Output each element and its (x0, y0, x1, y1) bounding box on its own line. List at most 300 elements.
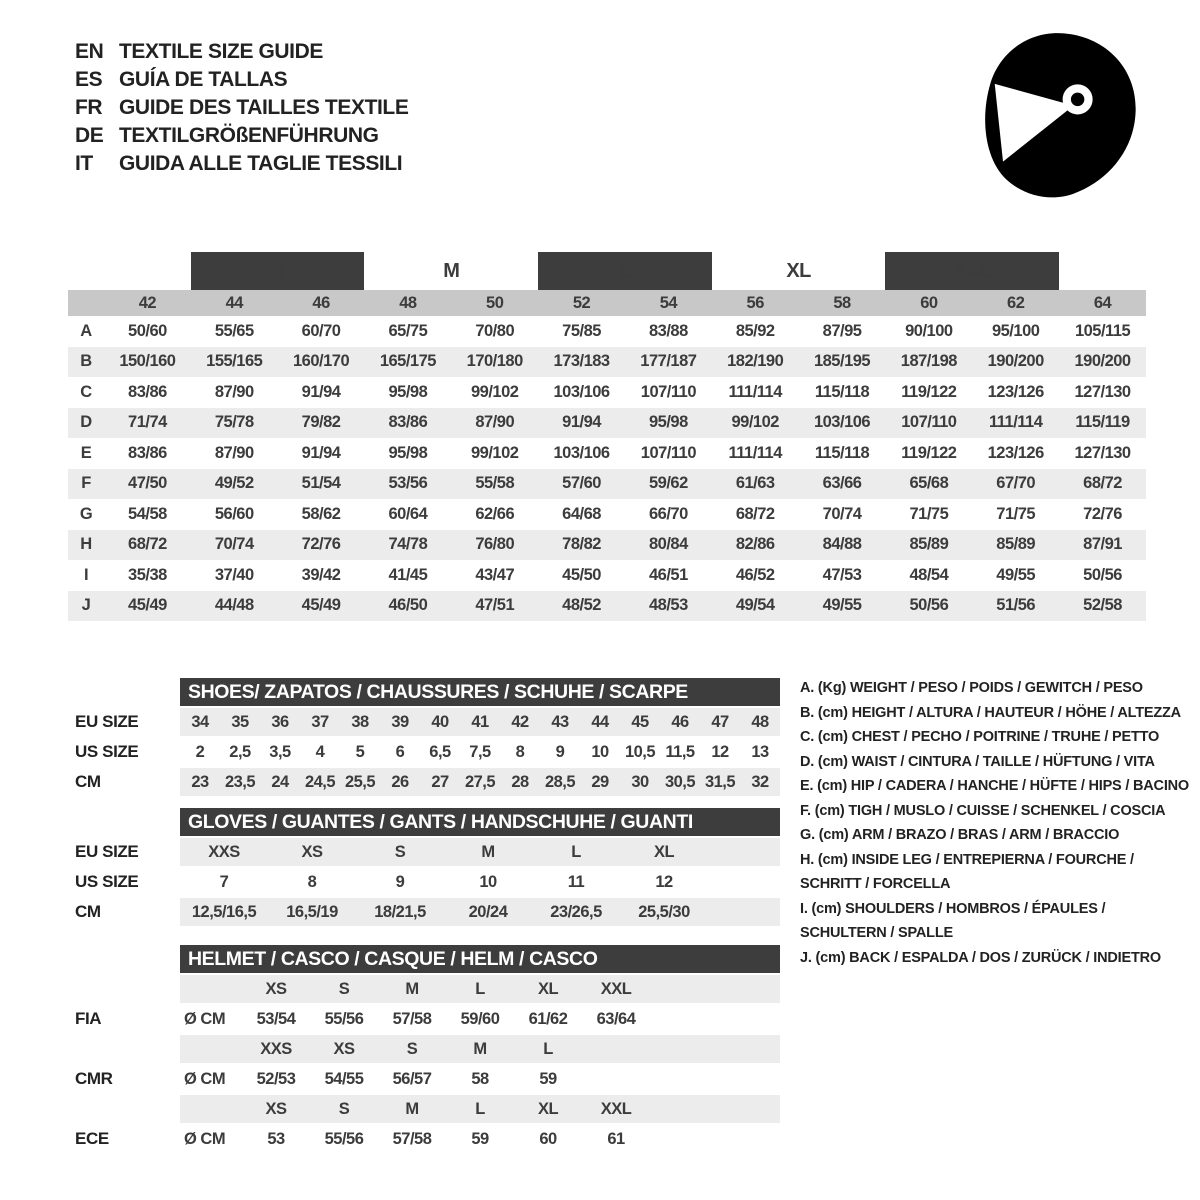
helmet-size-value: 56/57 (392, 1069, 432, 1088)
measurement-value: 35/38 (128, 565, 167, 584)
size-value: 26 (391, 772, 409, 791)
measurement-value: 50/60 (128, 321, 167, 340)
accessory-tables (75, 678, 780, 1155)
size-value: 8 (307, 872, 317, 891)
legend-item-line: SCHRITT / FORCELLA (800, 876, 951, 892)
measurement-row-i (68, 560, 1146, 591)
measurement-row-e (68, 438, 1146, 469)
size-value: 32 (751, 772, 769, 791)
helmet-size-label: M (405, 1099, 419, 1118)
size-value: 16,5/19 (286, 902, 338, 921)
measurement-row-b (68, 347, 1146, 378)
measurement-row-g (68, 499, 1146, 530)
measurement-value: 85/89 (972, 530, 1059, 561)
measurement-value: 107/110 (640, 382, 696, 401)
measurement-value: 43/47 (475, 565, 515, 584)
table-title-row (75, 808, 780, 836)
measurement-row-j (68, 591, 1146, 622)
helmet-size-value: 54/55 (324, 1069, 364, 1088)
helmet-size-label: XS (333, 1039, 355, 1058)
helmet-size-value: 61 (607, 1129, 625, 1148)
row-values (180, 868, 780, 896)
size-value: 46 (671, 712, 689, 731)
measurement-value: 91/94 (301, 443, 341, 462)
helmet-size-value: 57/58 (392, 1129, 432, 1148)
table-title: HELMET / CASCO / CASQUE / HELM / CASCO (180, 945, 780, 973)
measurement-value: 75/85 (562, 321, 601, 340)
helmet-size-label: XL (537, 979, 559, 998)
measurement-value: 71/75 (909, 504, 949, 523)
numeric-size: 54 (625, 290, 712, 316)
measurement-value: 44/48 (191, 591, 278, 622)
numeric-size-spacer (68, 290, 104, 316)
measurement-value: 91/94 (538, 408, 625, 439)
measurement-value: 65/68 (885, 469, 972, 500)
size-value: 23,5 (224, 772, 256, 791)
language-code: ES (75, 68, 103, 91)
row-values (180, 898, 780, 926)
measurement-legend (800, 676, 1189, 970)
guide-title: GUIDE DES TAILLES TEXTILE (119, 96, 409, 119)
measurement-value: 46/51 (648, 565, 688, 584)
helmet-size-value: 53 (267, 1129, 285, 1148)
row-values (180, 768, 780, 796)
gloves-size-table (75, 808, 780, 926)
measurement-value: 75/78 (191, 408, 278, 439)
measurement-value: 83/86 (364, 408, 451, 439)
measurement-value: 85/92 (735, 321, 775, 340)
measurement-value: 60/64 (388, 504, 428, 523)
size-value: 10 (479, 872, 497, 891)
size-label-s: S (191, 252, 365, 290)
helmet-size-label: XL (537, 1099, 559, 1118)
helmet-size-labels (180, 975, 780, 1003)
measurement-value: 91/94 (301, 382, 341, 401)
table-title-row (75, 945, 780, 973)
guide-title: GUÍA DE TALLAS (119, 68, 288, 91)
measurement-value: 99/102 (470, 443, 519, 462)
measurement-value: 47/51 (451, 591, 538, 622)
size-value: 12 (711, 742, 729, 761)
measurement-row-c (68, 377, 1146, 408)
language-row (75, 94, 408, 122)
row-letter: G (79, 504, 93, 523)
helmet-size-value: 59 (471, 1129, 489, 1148)
helmet-size-label: M (473, 1039, 487, 1058)
measurement-value: 46/50 (364, 591, 451, 622)
row-label: EU SIZE (75, 712, 139, 731)
row-letter: E (80, 443, 92, 462)
numeric-size: 60 (885, 290, 972, 316)
measurement-value: 64/68 (562, 504, 601, 523)
size-value: 9 (395, 872, 405, 891)
numeric-size: 42 (104, 290, 191, 316)
measurement-value: 68/72 (1059, 469, 1146, 500)
legend-item-line: J. (cm) BACK / ESPALDA / DOS / ZURÜCK / INDIETRO (800, 949, 1161, 966)
helmet-size-value: 58 (471, 1069, 489, 1088)
measurement-value: 74/78 (364, 530, 451, 561)
row-label: CM (75, 772, 101, 791)
numeric-size: 64 (1059, 290, 1146, 316)
size-row-eu-size (75, 838, 780, 866)
size-value: 24 (271, 772, 289, 791)
legend-item-line: H. (cm) INSIDE LEG / ENTREPIERNA / FOURCHE / (800, 851, 1134, 868)
diameter-unit: Ø CM (184, 1069, 226, 1088)
measurement-value: 103/106 (553, 443, 610, 462)
numeric-size-row (68, 290, 1146, 316)
helmet-size-value: 59 (539, 1069, 557, 1088)
language-row (75, 38, 408, 66)
measurement-value: 99/102 (712, 408, 799, 439)
size-value: 11,5 (665, 742, 695, 761)
measurement-value: 119/122 (901, 443, 957, 462)
size-value: 43 (551, 712, 569, 731)
guide-title: TEXTILE SIZE GUIDE (119, 40, 323, 63)
measurement-row-f (68, 469, 1146, 500)
measurement-value: 67/70 (972, 469, 1059, 500)
measurement-value: 83/88 (648, 321, 688, 340)
standard-label: FIA (75, 1009, 102, 1028)
language-code: DE (75, 124, 104, 147)
measurement-value: 70/74 (191, 530, 278, 561)
measurement-value: 55/58 (451, 469, 538, 500)
helmet-size-band-cmr (75, 1035, 780, 1063)
helmet-size-label: S (406, 1039, 418, 1058)
measurement-value: 111/114 (972, 408, 1059, 439)
size-value: 42 (511, 712, 529, 731)
helmet-icon (980, 30, 1140, 202)
row-label: US SIZE (75, 872, 139, 891)
measurement-value: 127/130 (1074, 382, 1131, 401)
size-value: 23/26,5 (550, 902, 602, 921)
measurement-value: 87/90 (214, 382, 254, 401)
measurement-value: 119/122 (901, 382, 957, 401)
measurement-value: 150/160 (104, 347, 191, 378)
size-label-l: L (538, 252, 712, 290)
size-value: 7,5 (469, 742, 491, 761)
measurement-value: 103/106 (799, 408, 886, 439)
size-value: 40 (431, 712, 449, 731)
measurement-row-d (68, 408, 1146, 439)
shoes-size-table (75, 678, 780, 796)
measurement-row-a (68, 316, 1146, 347)
legend-item-line: B. (cm) HEIGHT / ALTURA / HAUTEUR / HÖHE / ALTEZZA (800, 704, 1181, 721)
size-row-cm (75, 898, 780, 926)
size-value: 28,5 (544, 772, 576, 791)
guide-title: TEXTILGRÖßENFÜHRUNG (119, 124, 379, 147)
measurement-value: 80/84 (625, 530, 712, 561)
size-row-cm (75, 768, 780, 796)
row-label: US SIZE (75, 742, 139, 761)
size-band-spacer (1059, 252, 1146, 290)
table-title-row (75, 678, 780, 706)
language-row (75, 150, 408, 178)
measurement-value: 103/106 (553, 382, 610, 401)
legend-item-line: A. (Kg) WEIGHT / PESO / POIDS / GEWITCH / PESO (800, 680, 1143, 696)
measurement-value: 111/114 (728, 443, 782, 462)
helmet-size-label: XXS (260, 1039, 292, 1058)
size-value: 23 (191, 772, 209, 791)
measurement-value: 95/98 (388, 382, 428, 401)
row-letter: D (68, 408, 104, 439)
measurement-value: 107/110 (885, 408, 972, 439)
size-value: XS (301, 842, 323, 861)
measurement-value: 190/200 (1059, 347, 1146, 378)
measurement-value: 55/65 (214, 321, 254, 340)
measurement-value: 82/86 (712, 530, 799, 561)
size-label-xl: XL (786, 259, 811, 282)
measurement-value: 115/118 (814, 443, 870, 462)
size-value: 45 (631, 712, 649, 731)
row-label: CM (75, 902, 101, 921)
size-value: 2,5 (229, 742, 251, 761)
standard-label: ECE (75, 1129, 109, 1148)
measurement-value: 58/62 (301, 504, 341, 523)
size-value: 9 (555, 742, 565, 761)
diameter-unit: Ø CM (184, 1129, 226, 1148)
helmet-values (180, 1065, 780, 1093)
measurement-value: 48/53 (625, 591, 712, 622)
language-code: IT (75, 152, 93, 175)
measurement-value: 50/56 (885, 591, 972, 622)
measurement-value: 49/55 (996, 565, 1036, 584)
size-value: 29 (591, 772, 609, 791)
table-title: GLOVES / GUANTES / GANTS / HANDSCHUHE / GUANTI (180, 808, 780, 836)
measurement-value: 170/180 (451, 347, 538, 378)
helmet-size-label: L (475, 979, 485, 998)
measurement-value: 66/70 (648, 504, 688, 523)
size-value: 6 (395, 742, 405, 761)
measurement-value: 87/91 (1059, 530, 1146, 561)
row-values (180, 708, 780, 736)
size-label-xxl: XXL (885, 252, 1059, 290)
size-value: 30,5 (664, 772, 696, 791)
measurement-value: 155/165 (191, 347, 278, 378)
measurement-value: 160/170 (278, 347, 365, 378)
size-value: 11 (567, 872, 585, 891)
diameter-unit: Ø CM (184, 1009, 226, 1028)
size-value: 5 (355, 742, 365, 761)
language-code: FR (75, 96, 103, 119)
size-value: L (571, 842, 581, 861)
helmet-values (180, 1125, 780, 1153)
size-value: 10,5 (624, 742, 656, 761)
legend-item-line: F. (cm) TIGH / MUSLO / CUISSE / SCHENKEL / COSCIA (800, 802, 1166, 819)
language-row (75, 66, 408, 94)
helmet-size-band-ece (75, 1095, 780, 1123)
helmet-size-value: 52/53 (256, 1069, 296, 1088)
numeric-size: 62 (972, 290, 1059, 316)
measurement-value: 107/110 (640, 443, 696, 462)
size-value: 24,5 (304, 772, 336, 791)
helmet-values-ece (75, 1125, 780, 1153)
measurement-value: 49/52 (191, 469, 278, 500)
measurement-row-h (68, 530, 1146, 561)
helmet-size-band-fia (75, 975, 780, 1003)
measurement-value: 49/54 (712, 591, 799, 622)
measurement-value: 71/74 (104, 408, 191, 439)
row-letter: C (80, 382, 92, 401)
legend-item-line: G. (cm) ARM / BRAZO / BRAS / ARM / BRACCIO (800, 827, 1120, 843)
measurement-value: 115/119 (1059, 408, 1146, 439)
garment-size-table-body (68, 252, 1146, 621)
helmet-size-labels (180, 1095, 780, 1123)
size-band-row (68, 252, 1146, 290)
numeric-size: 48 (364, 290, 451, 316)
size-value: 10 (591, 742, 609, 761)
measurement-value: 56/60 (214, 504, 254, 523)
helmet-size-value: 60 (539, 1129, 557, 1148)
full-face-helmet-icon (980, 30, 1140, 202)
helmet-size-value: 55/56 (324, 1129, 364, 1148)
helmet-size-label: L (543, 1039, 553, 1058)
measurement-value: 79/82 (278, 408, 365, 439)
measurement-value: 87/90 (214, 443, 254, 462)
garment-size-table (68, 252, 1146, 621)
size-value: 8 (515, 742, 525, 761)
legend-item-line: C. (cm) CHEST / PECHO / POITRINE / TRUHE / PETTO (800, 729, 1160, 745)
helmet-size-labels (180, 1035, 780, 1063)
size-value: XL (653, 842, 675, 861)
helmet-values (180, 1005, 780, 1033)
measurement-value: 41/45 (388, 565, 428, 584)
size-value: 37 (311, 712, 329, 731)
size-value: 28 (511, 772, 529, 791)
measurement-value: 87/90 (451, 408, 538, 439)
size-value: 41 (471, 712, 489, 731)
measurement-value: 61/63 (712, 469, 799, 500)
helmet-size-label: M (405, 979, 419, 998)
measurement-value: 72/76 (278, 530, 365, 561)
table-title: SHOES/ ZAPATOS / CHAUSSURES / SCHUHE / SCARPE (180, 678, 780, 706)
measurement-value: 45/49 (104, 591, 191, 622)
helmet-size-value: 59/60 (460, 1009, 500, 1028)
measurement-value: 68/72 (104, 530, 191, 561)
size-value: 35 (231, 712, 249, 731)
size-value: 3,5 (269, 742, 291, 761)
measurement-value: 87/95 (822, 321, 862, 340)
size-value: 27,5 (464, 772, 496, 791)
size-value: 34 (191, 712, 209, 731)
size-value: 20/24 (468, 902, 508, 921)
measurement-value: 51/54 (278, 469, 365, 500)
measurement-value: 90/100 (905, 321, 953, 340)
helmet-size-label: S (338, 1099, 350, 1118)
size-value: XXS (208, 842, 240, 861)
measurement-value: 177/187 (625, 347, 712, 378)
measurement-value: 45/50 (562, 565, 601, 584)
measurement-value: 123/126 (987, 443, 1044, 462)
legend-item-line: SCHULTERN / SPALLE (800, 925, 953, 941)
size-value: 12,5/16,5 (191, 902, 257, 921)
helmet-values-cmr (75, 1065, 780, 1093)
numeric-size: 44 (191, 290, 278, 316)
measurement-value: 59/62 (625, 469, 712, 500)
size-value: 6,5 (429, 742, 451, 761)
helmet-size-label: S (338, 979, 350, 998)
measurement-value: 60/70 (301, 321, 341, 340)
measurement-value: 50/56 (1083, 565, 1122, 584)
row-values (180, 738, 780, 766)
measurement-value: 48/54 (909, 565, 949, 584)
guide-title: GUIDA ALLE TAGLIE TESSILI (119, 152, 403, 175)
measurement-value: 47/50 (104, 469, 191, 500)
measurement-value: 111/114 (728, 382, 782, 401)
helmet-size-label: XS (265, 1099, 287, 1118)
legend-item-line: E. (cm) HIP / CADERA / HANCHE / HÜFTE / HIPS / BACINO (800, 778, 1189, 794)
size-value: 2 (195, 742, 205, 761)
measurement-value: 83/86 (128, 443, 167, 462)
size-value: 38 (351, 712, 369, 731)
size-value: 4 (315, 742, 325, 761)
helmet-values-fia (75, 1005, 780, 1033)
row-letter: H (68, 530, 104, 561)
measurement-value: 95/98 (388, 443, 428, 462)
measurement-value: 76/80 (451, 530, 538, 561)
numeric-size: 52 (538, 290, 625, 316)
measurement-value: 78/82 (538, 530, 625, 561)
legend-item-line: D. (cm) WAIST / CINTURA / TAILLE / HÜFTUNG / VITA (800, 753, 1155, 770)
row-letter: F (68, 469, 104, 500)
measurement-value: 95/98 (625, 408, 712, 439)
measurement-value: 85/89 (885, 530, 972, 561)
size-label-m: M (443, 259, 460, 282)
measurement-value: 70/80 (475, 321, 515, 340)
language-code: EN (75, 40, 104, 63)
helmet-size-label: XXL (600, 1099, 632, 1118)
measurement-value: 37/40 (214, 565, 254, 584)
helmet-size-value: 63/64 (596, 1009, 636, 1028)
measurement-value: 95/100 (991, 321, 1040, 340)
standard-label: CMR (75, 1069, 113, 1088)
measurement-value: 48/52 (538, 591, 625, 622)
measurement-value: 46/52 (735, 565, 775, 584)
row-values (180, 838, 780, 866)
helmet-size-value: 61/62 (528, 1009, 568, 1028)
size-value: 44 (591, 712, 609, 731)
numeric-size: 50 (451, 290, 538, 316)
numeric-size: 58 (799, 290, 886, 316)
measurement-value: 63/66 (799, 469, 886, 500)
measurement-value: 123/126 (987, 382, 1044, 401)
measurement-value: 127/130 (1074, 443, 1131, 462)
numeric-size: 46 (278, 290, 365, 316)
size-row-us-size (75, 868, 780, 896)
measurement-value: 51/56 (972, 591, 1059, 622)
measurement-value: 182/190 (712, 347, 799, 378)
row-label: EU SIZE (75, 842, 139, 861)
row-letter: I (83, 565, 89, 584)
measurement-value: 99/102 (470, 382, 519, 401)
size-value: 12 (655, 872, 673, 891)
size-row-us-size (75, 738, 780, 766)
measurement-value: 52/58 (1059, 591, 1146, 622)
measurement-value: 84/88 (799, 530, 886, 561)
size-row-eu-size (75, 708, 780, 736)
language-row (75, 122, 408, 150)
row-letter: B (68, 347, 104, 378)
measurement-value: 45/49 (278, 591, 365, 622)
language-title-list (75, 38, 408, 178)
helmet-size-table (75, 945, 780, 1153)
size-value: 27 (431, 772, 449, 791)
measurement-value: 57/60 (538, 469, 625, 500)
size-value: 39 (391, 712, 409, 731)
measurement-value: 165/175 (364, 347, 451, 378)
row-letter: J (68, 591, 104, 622)
legend-item-line: I. (cm) SHOULDERS / HOMBROS / ÉPAULES / (800, 900, 1106, 917)
helmet-size-value: 55/56 (324, 1009, 364, 1028)
